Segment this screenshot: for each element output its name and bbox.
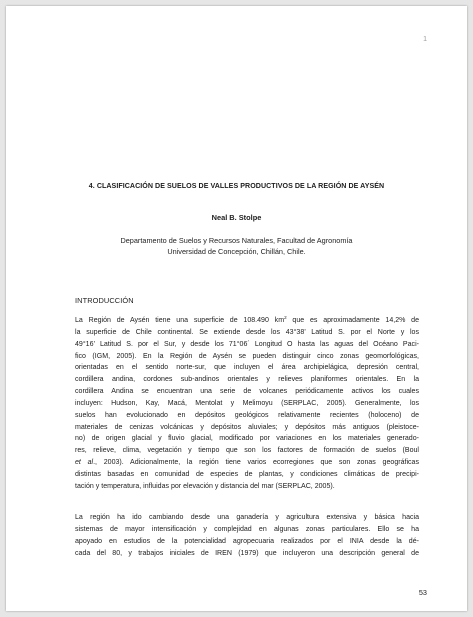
paragraph-line: cada del 80, y trabajos iniciales de IREN (1979) que incluyeron una descripción general de xyxy=(75,549,419,557)
paragraph-line: cordillera andina, cordones sub-andinos orientales y relieves planiformes orientales. En la xyxy=(75,376,419,384)
author-affiliation xyxy=(28,235,445,257)
paragraph-line: fico (IGM, 2005). En la Región de Aysén se pueden distinguir cinco zonas geomorfológicas, xyxy=(75,352,419,360)
paragraph-line: la superficie de Chile continental. Se extiende desde los 43°38’ Latitud S. por el Norte y los xyxy=(75,328,419,336)
affiliation-line-1: Departamento de Suelos y Recursos Naturales, Facultad de Agronomía xyxy=(120,236,353,245)
paragraph-line: cordillera Andina se encuentran una serie de volcanes periódicamente activos los cuales xyxy=(75,388,419,396)
page-number: 53 xyxy=(418,588,427,597)
corner-mark: 1 xyxy=(423,36,427,43)
paragraph-line: materiales de cenizas volcánicas y depósitos aluviales; y depósitos más antiguos (pleistoce- xyxy=(75,423,419,431)
paragraph-line: et al., 2003). Adicionalmente, la región tiene varios ecorregiones que son zonas geográficas xyxy=(75,459,419,467)
paragraph-line: orientadas en el sentido norte-sur, que incluyen el área archipielágica, depresión central, xyxy=(75,364,419,372)
paragraph-line: res, relieve, clima, vegetación y tiempo que son los factores de formación de suelos (Boul xyxy=(75,447,419,455)
italic-text: et al xyxy=(75,459,94,467)
paragraph-line: incluyen: Hudson, Kay, Macá, Mentolat y Melimoyu (SERPLAC, 2005). Generalmente, los xyxy=(75,399,419,407)
chapter-title: 4. CLASIFICACIÓN DE SUELOS DE VALLES PRODUCTIVOS DE LA REGIÓN DE AYSÉN xyxy=(88,182,385,190)
paragraph-line: suelos han evolucionado en depósitos geológicos relativamente recientes (holoceno) de xyxy=(75,411,419,419)
paragraph-line: tación y temperatura, influidas por elevación y distancia del mar (SERPLAC, 2005). xyxy=(75,482,335,490)
section-heading: INTRODUCCIÓN xyxy=(75,296,134,305)
document-page xyxy=(6,6,467,611)
paragraph-line: sistemas de mayor intensificación y complejidad en algunas zonas particulares. Ello se ha xyxy=(75,525,419,533)
author-name: Neal B. Stolpe xyxy=(211,213,262,222)
paragraph-2 xyxy=(75,512,419,559)
paragraph-line: La Región de Aysén tiene una superficie de 108.490 $km^2$ que es aproximadamente 14,2% de xyxy=(75,315,420,324)
affiliation-line-2: Universidad de Concepción, Chillán, Chile. xyxy=(167,247,306,256)
paragraph-line: 49°16’ Latitud S. por el Sur, y desde los 71°06´ Longitud O hasta las aguas del Océano Paci- xyxy=(75,340,419,348)
paragraph-line: no) de origen glacial y fluvio glacial, modificado por variaciones en los materiales generado- xyxy=(75,435,419,443)
paragraph-line: La región ha ido cambiando desde una ganadería y agricultura extensiva y básica hacia xyxy=(75,514,419,521)
paragraph-line: apoyado en estudios de la potencialidad agropecuaria realizados por el INIA desde la dé- xyxy=(75,537,419,545)
superscript: 2 xyxy=(284,315,287,320)
paragraph-line: distintas basadas en comunidad de especies de plantas, y condiciones climáticas de precipi- xyxy=(75,470,419,478)
paragraph-1 xyxy=(75,315,419,493)
